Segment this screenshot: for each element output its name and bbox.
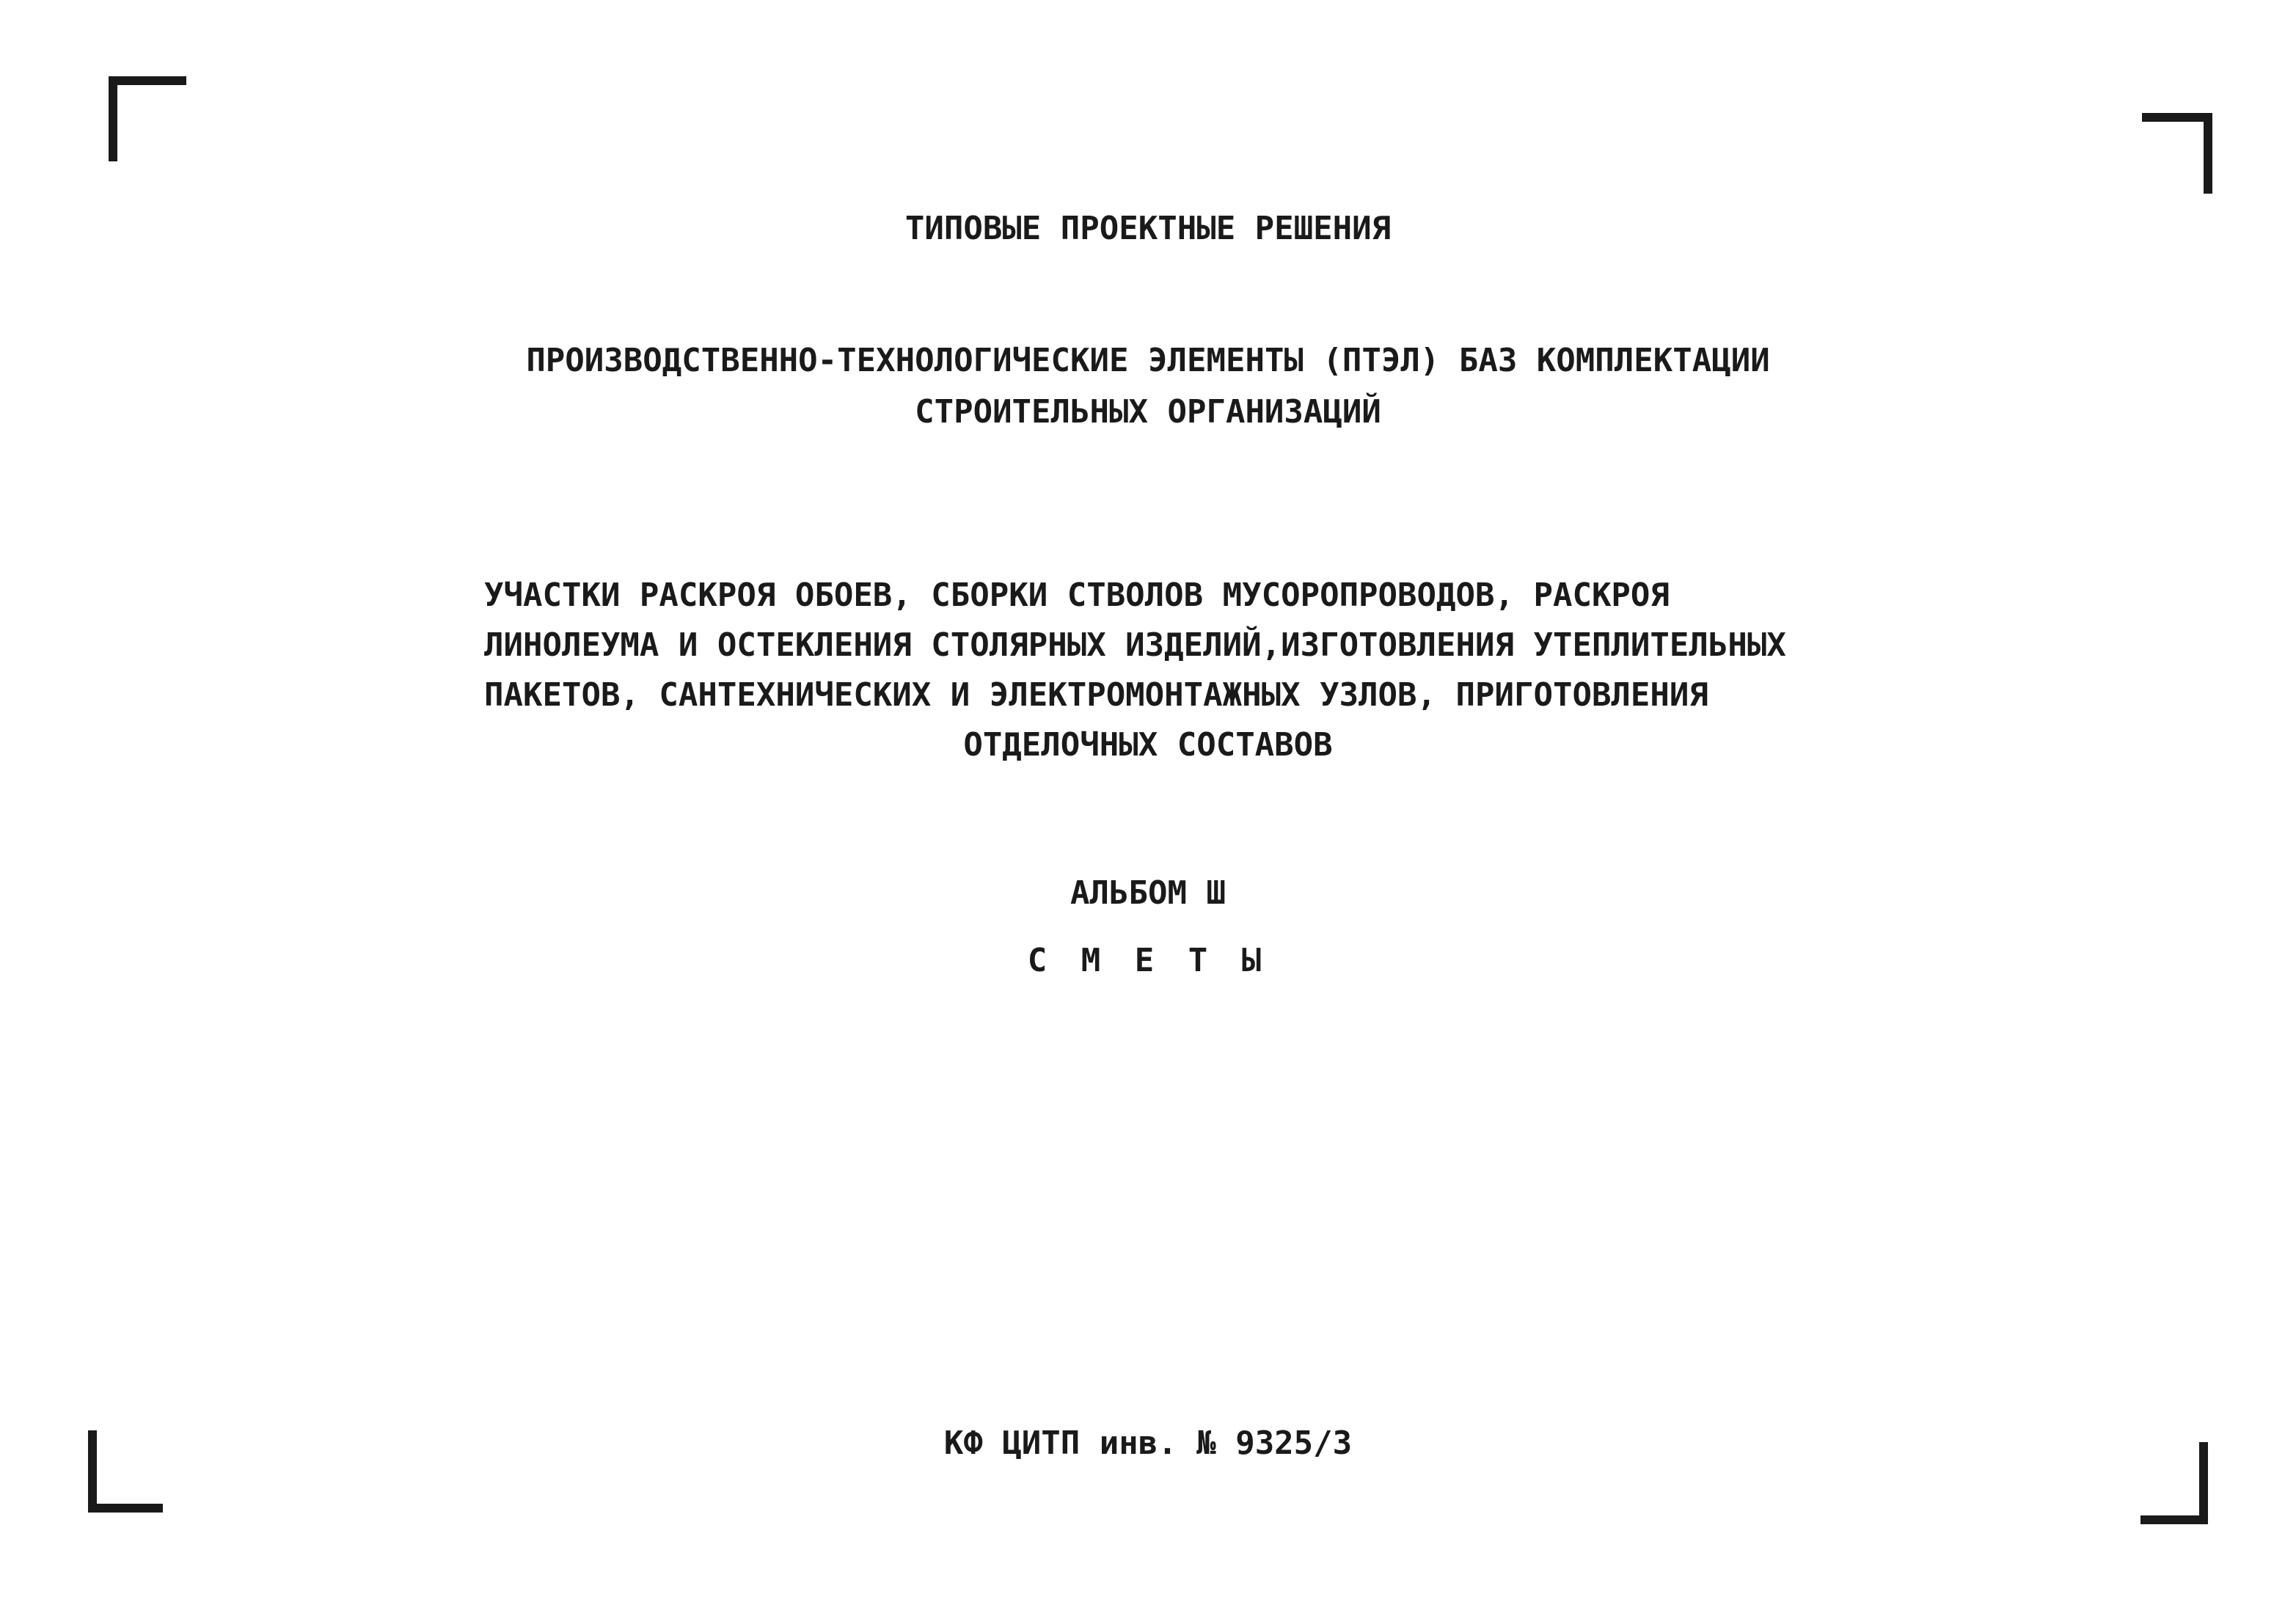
subtitle-line: СТРОИТЕЛЬНЫХ ОРГАНИЗАЦИЙ [915,393,1381,431]
document-heading: ТИПОВЫЕ ПРОЕКТНЫЕ РЕШЕНИЯ [904,210,1392,247]
crop-mark-top-right [2142,113,2212,122]
inventory-number: КФ ЦИТП инв. № 9325/3 [943,1424,1353,1462]
crop-mark-top-right [2204,113,2212,194]
body-line: ПАКЕТОВ, САНТЕХНИЧЕСКИХ И ЭЛЕКТРОМОНТАЖНЫХ УЗЛОВ, ПРИГОТОВЛЕНИЯ [484,676,1708,714]
crop-mark-bottom-right [2140,1515,2208,1524]
subtitle-line: ПРОИЗВОДСТВЕННО-ТЕХНОЛОГИЧЕСКИЕ ЭЛЕМЕНТЫ (ПТЭЛ) БАЗ КОМПЛЕКТАЦИИ [526,342,1770,379]
body-line: УЧАСТКИ РАСКРОЯ ОБОЕВ, СБОРКИ СТВОЛОВ МУСОРОПРОВОДОВ, РАСКРОЯ [484,577,1670,614]
crop-mark-top-left [109,76,186,85]
album-subtitle: С М Е Т Ы [1027,942,1269,979]
album-title: АЛЬБОМ Ш [1070,874,1226,912]
crop-mark-bottom-left [88,1504,163,1513]
body-line: ЛИНОЛЕУМА И ОСТЕКЛЕНИЯ СТОЛЯРНЫХ ИЗДЕЛИЙ,ИЗГОТОВЛЕНИЯ УТЕПЛИТЕЛЬНЫХ [484,626,1786,664]
body-line: ОТДЕЛОЧНЫХ СОСТАВОВ [963,726,1333,764]
crop-mark-top-left [109,76,117,161]
